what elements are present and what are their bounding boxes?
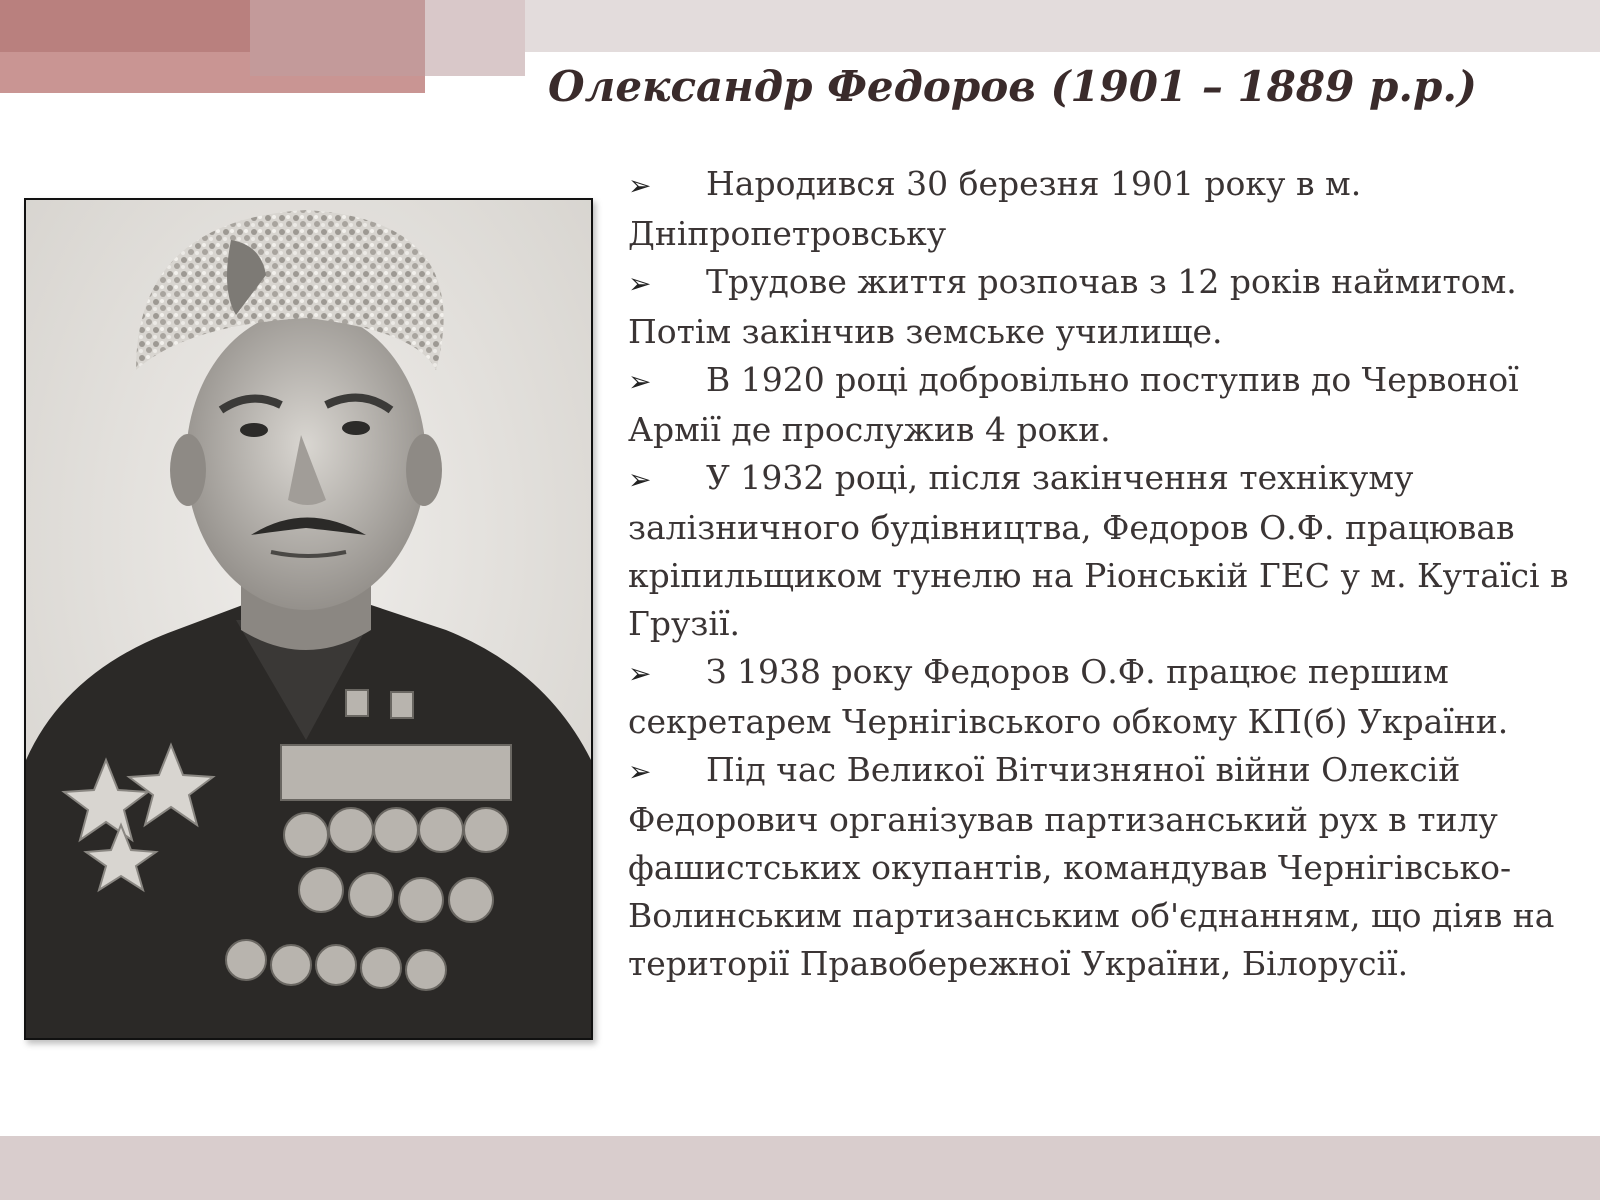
decorative-block <box>250 0 425 76</box>
arrow-bullet-icon: ➢ <box>628 267 652 300</box>
decorative-bottom-bar <box>0 1136 1600 1200</box>
arrow-bullet-icon: ➢ <box>628 169 652 202</box>
decorative-block <box>425 0 525 76</box>
bio-item-text: Трудове життя розпочав з 12 років наймитом. Потім закінчив земське училище. <box>628 262 1517 351</box>
bio-item <box>628 160 1593 258</box>
arrow-bullet-icon: ➢ <box>628 463 652 496</box>
bio-item <box>628 258 1593 356</box>
decorative-block <box>0 0 250 52</box>
slide-title: Олександр Федоров (1901 – 1889 р.р.) <box>548 62 1477 111</box>
arrow-bullet-icon: ➢ <box>628 657 652 690</box>
portrait-illustration <box>26 200 591 1038</box>
bio-item-text: У 1932 році, після закінчення технікуму залізничного будівництва, Федоров О.Ф. працював кріпильщиком тунелю на Ріонській ГЕС у м. Кутаїсі в Грузії. <box>628 458 1569 643</box>
bio-item <box>628 454 1593 648</box>
portrait-photo <box>24 198 593 1040</box>
bio-item-text: В 1920 році добровільно поступив до Червоної Армії де прослужив 4 роки. <box>628 360 1519 449</box>
bio-item <box>628 356 1593 454</box>
biography-list <box>628 160 1593 988</box>
bio-item <box>628 648 1593 746</box>
bio-item <box>628 746 1593 988</box>
bio-item-text: З 1938 року Федоров О.Ф. працює першим секретарем Чернігівського обкому КП(б) України. <box>628 652 1509 741</box>
arrow-bullet-icon: ➢ <box>628 365 652 398</box>
bio-item-text: Під час Великої Вітчизняної війни Олексій Федорович організував партизанський рух в тилу фашистських окупантів, командував Чернігівсько-Волинським партизанським об'єднанням, що діяв на території Правобережної України, Білорусії. <box>628 750 1555 983</box>
arrow-bullet-icon: ➢ <box>628 755 652 788</box>
bio-item-text: Народився 30 березня 1901 року в м. Дніпропетровську <box>628 164 1362 253</box>
